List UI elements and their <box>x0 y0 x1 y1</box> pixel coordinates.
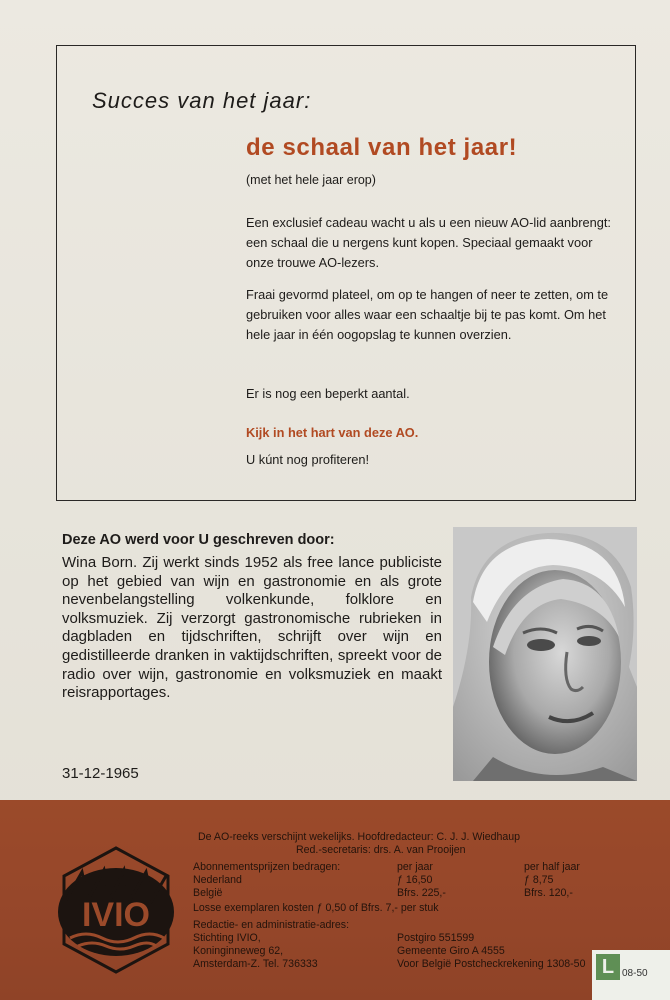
col-per-half-year: per half jaar <box>524 861 580 873</box>
be-year-price: Bfrs. 225,- <box>397 887 446 899</box>
ad-paragraph-5: U kúnt nog profiteren! <box>246 452 370 467</box>
ad-paragraph-3: Er is nog een beperkt aantal. <box>246 386 410 401</box>
be-label: België <box>193 887 223 899</box>
library-sticker <box>592 950 670 1000</box>
portrait-photo <box>453 527 637 781</box>
col-per-year: per jaar <box>397 861 433 873</box>
sticker-letter: L <box>596 954 620 980</box>
be-half-price: Bfrs. 120,- <box>524 887 573 899</box>
nl-label: Nederland <box>193 874 242 886</box>
ad-paragraph-2: Fraai gevormd plateel, om op te hangen of neer te zetten, om te gebruiken voor alles waar een schaaltje bij te pas komt. Om het hele jaar in één oogopslag te kunnen overzien. <box>246 287 609 342</box>
ad-headline: Succes van het jaar: <box>92 88 312 113</box>
ad-paragraph-1: Een exclusief cadeau wacht u als u een nieuw AO-lid aanbrengt: een schaal die u nergens kunt kopen. Speciaal gemaakt voor onze trouwe AO-lezers. <box>246 215 611 270</box>
nl-half-price: ƒ 8,75 <box>524 874 554 886</box>
admin-label: Redactie- en administratie-adres: <box>193 919 350 931</box>
ad-subnote: (met het hele jaar erop) <box>246 173 376 187</box>
address-line-1: Stichting IVIO, <box>193 932 261 944</box>
subscription-label: Abonnementsprijzen bedragen: <box>193 861 341 873</box>
ad-callout: Kijk in het hart van deze AO. <box>246 425 419 440</box>
author-heading: Deze AO werd voor U geschreven door: <box>62 532 335 548</box>
address-line-3: Amsterdam-Z. Tel. 736333 <box>193 958 318 970</box>
publication-date: 31-12-1965 <box>62 765 139 782</box>
giro-line-2: Gemeente Giro A 4555 <box>397 945 505 957</box>
ad-subhead: de schaal van het jaar! <box>246 134 518 161</box>
giro-line-3: Voor België Postcheckrekening 1308-50 <box>397 958 586 970</box>
logo-wordmark: IVIO <box>81 896 151 934</box>
footer-line-1: De AO-reeks verschijnt wekelijks. Hoofdredacteur: C. J. J. Wiedhaup <box>198 831 521 843</box>
ivio-logo <box>56 846 176 976</box>
giro-line-1: Postgiro 551599 <box>397 932 475 944</box>
loose-copies: Losse exemplaren kosten ƒ 0,50 of Bfrs. 7,- per stuk <box>193 902 439 914</box>
nl-year-price: ƒ 16,50 <box>397 874 433 886</box>
sticker-code: 08-50 <box>622 968 648 979</box>
author-bio: Wina Born. Zij werkt sinds 1952 als free lance publiciste op het gebied van wijn en gastronomie en als grote nevenbelangstelling volkenkunde, folklore en volksmuziek. Zij verzorgt gastronomische rubrieken in dagbladen en tijdschriften, schrijft over wijn en gedistilleerde dranken in vaktijdschriften, spreekt voor de radio over wijn, gastronomie en volksmuziek en maakt reisrapportages. <box>62 554 442 702</box>
address-line-2: Koninginneweg 62, <box>193 945 284 957</box>
footer-line-2: Red.-secretaris: drs. A. van Prooijen <box>296 844 466 856</box>
